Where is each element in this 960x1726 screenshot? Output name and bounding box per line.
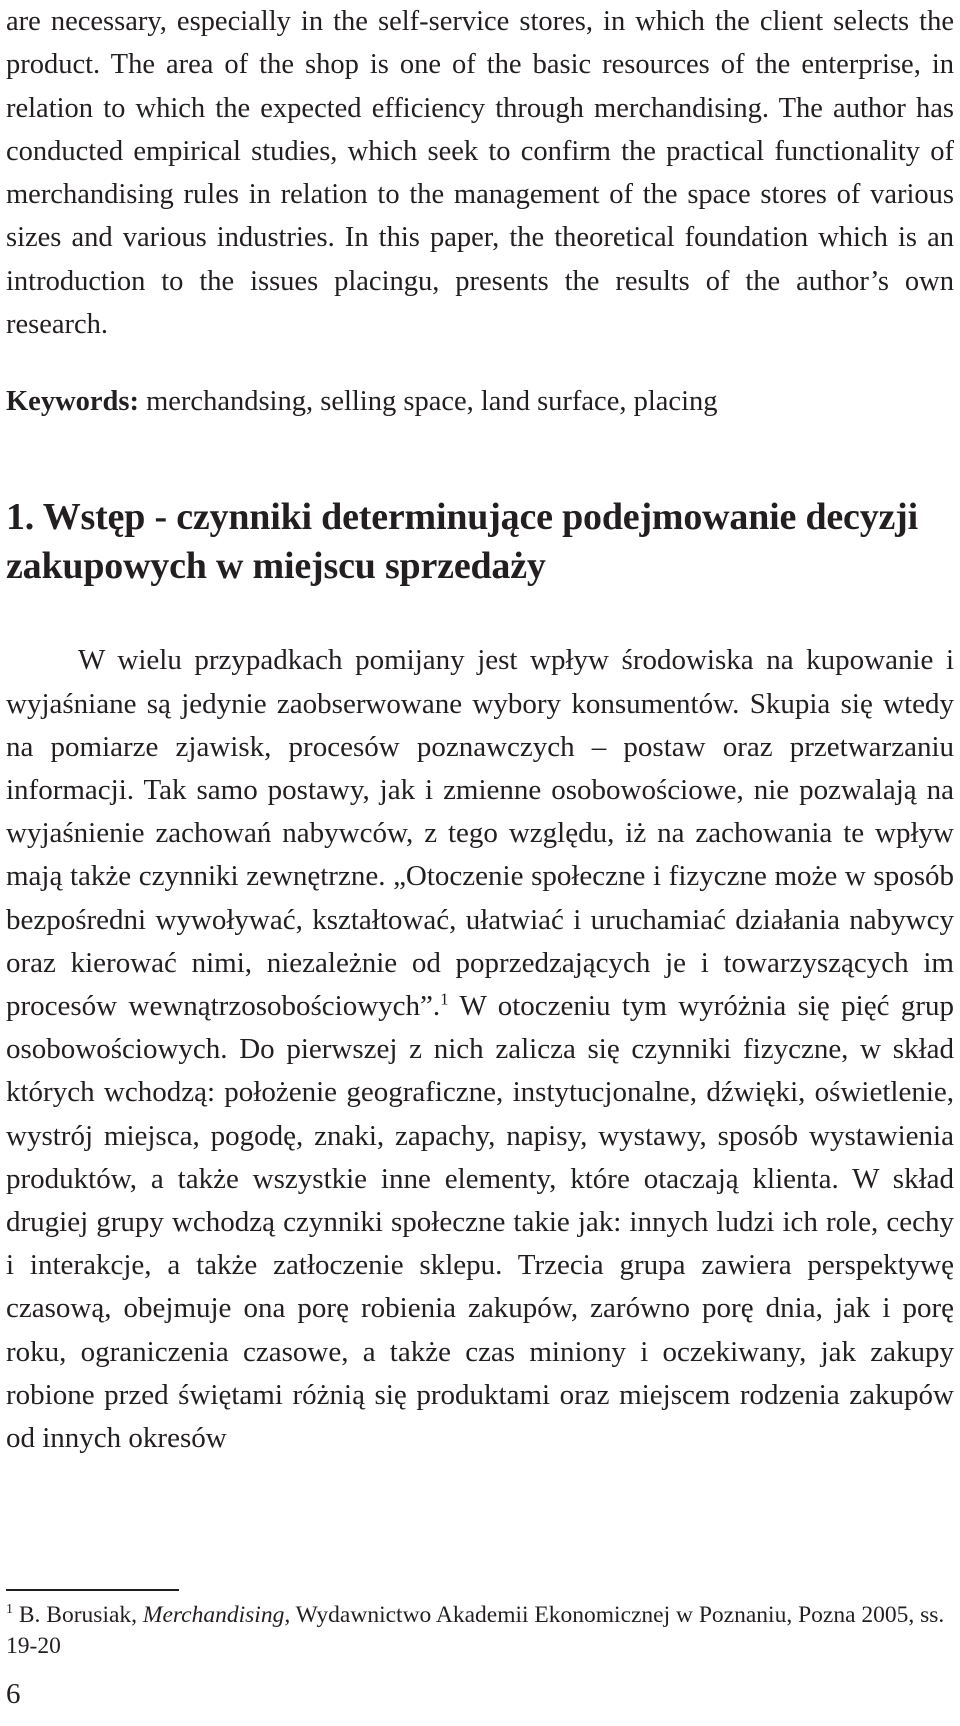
section-heading: 1. Wstęp - czynniki determinujące podejmowanie decyzji zakupowych w miejscu sprzedaży	[6, 496, 918, 588]
footnote-book-title: Merchandising,	[142, 1602, 291, 1628]
footnote	[6, 1600, 954, 1662]
section-body-paragraph	[6, 639, 954, 1460]
footnote-reference[interactable]: 1	[440, 989, 449, 1009]
footnote-text-after: Wydawnictwo Akademii Ekonomicznej w Poznaniu, Pozna 2005, ss. 19-20	[6, 1602, 945, 1659]
page-content	[6, 0, 954, 1460]
body-text-part1: W wielu przypadkach pomijany jest wpływ środowiska na kupowanie i wyjaśniane są jedynie zaobserwowane wybory konsumentów. Skupia się wtedy na pomiarze zjawisk, procesów poznawczych – postaw oraz przetwarzaniu informacji. Tak samo postawy, jak i zmienne osobowościowe, nie pozwalają na wyjaśnienie zachowań nabywców, z tego względu, iż na zachowania te wpływ mają także czynniki zewnętrzne. „Otoczenie społeczne i fizyczne może w sposób bezpośredni wywoływać, kształtować, ułatwiać i uruchamiać działania nabywcy oraz kierować nimi, niezależnie od poprzedzających je i towarzyszących im procesów wewnątrzosobościowych”.	[6, 644, 954, 1022]
footnote-text-before: B. Borusiak,	[13, 1602, 143, 1628]
body-text-part2: W otoczeniu tym wyróżnia się pięć grup osobowościowych. Do pierwszej z nich zalicza się czynniki fizyczne, w skład których wchodzą: położenie geograficzne, instytucjonalne, dźwięki, oświetlenie, wystrój miejsca, pogodę, znaki, zapachy, napisy, wystawy, sposób wystawienia produktów, a także wszystkie inne elementy, które otaczają klienta. W skład drugiej grupy wchodzą czynniki społeczne takie jak: innych ludzi ich role, cechy i interakcje, a także zatłoczenie sklepu. Trzecia grupa zawiera perspektywę czasową, obejmuje ona porę robienia zakupów, zarówno porę dnia, jak i porę roku, ograniczenia czasowe, a także czas miniony i oczekiwany, jak zakupy robione przed świętami różnią się produktami oraz miejscem rodzenia zakupów od innych okresów	[6, 990, 954, 1455]
keywords-label: Keywords:	[6, 386, 139, 418]
footnote-divider	[6, 1589, 179, 1591]
footnote-number: 1	[6, 1602, 13, 1618]
page-number: 6	[6, 1678, 21, 1710]
keywords-text: merchandsing, selling space, land surface, placing	[138, 386, 718, 418]
abstract-paragraph: are necessary, especially in the self-service stores, in which the client selects the product. The area of the shop is one of the basic resources of the enterprise, in relation to which the expected efficiency through merchandising. The author has conducted empirical studies, which seek to confirm the practical functionality of merchandising rules in relation to the management of the space stores of various sizes and various industries. In this paper, the theoretical foundation which is an introduction to the issues placingu, presents the results of the author’s own research.	[6, 6, 954, 341]
keywords-line	[6, 380, 954, 423]
